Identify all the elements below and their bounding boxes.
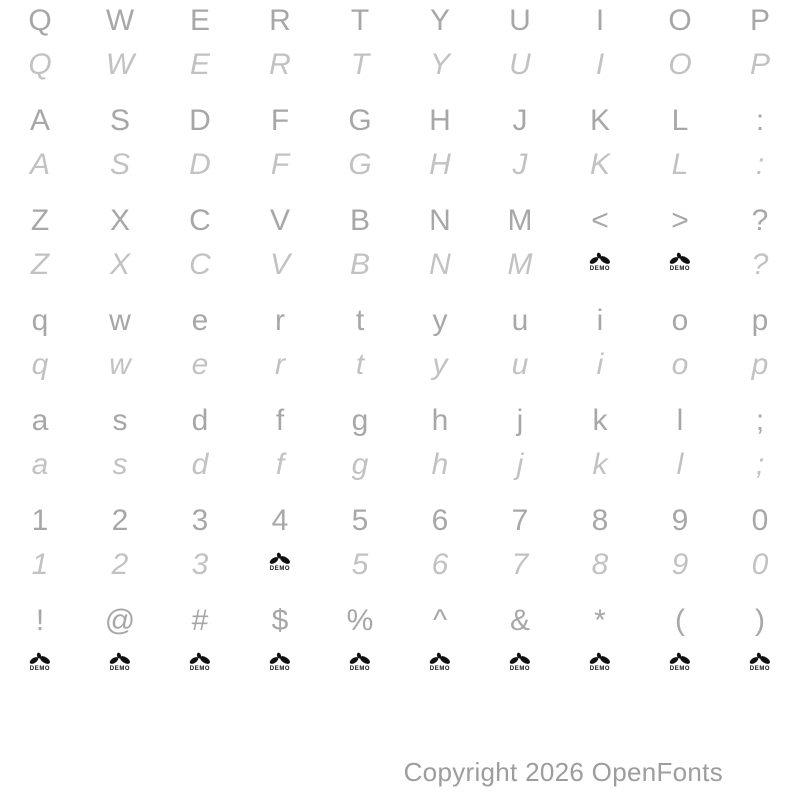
- demo-glyph-label: DEMO: [109, 666, 131, 672]
- glyph-cell: A: [29, 104, 50, 137]
- glyph-cell: K: [589, 104, 610, 137]
- glyph-cell: J: [512, 148, 528, 181]
- glyph-cell: w: [109, 304, 131, 337]
- demo-placeholder-glyph: [640, 642, 720, 708]
- glyph-cell: 9: [671, 548, 689, 581]
- demo-glyph-block: [349, 652, 371, 672]
- glyph-cell: u: [511, 304, 529, 337]
- glyph-cell: 4: [271, 504, 289, 537]
- demo-petals-icon: [189, 652, 211, 666]
- glyph-row-italic: [0, 342, 800, 400]
- glyph-cell: a: [31, 404, 49, 437]
- glyph-cell: M: [507, 248, 533, 281]
- demo-placeholder-glyph: [240, 542, 320, 608]
- glyph-cell: ;: [755, 404, 765, 437]
- glyph-cell: s: [112, 404, 128, 437]
- glyph-cell: y: [432, 304, 448, 337]
- glyph-row-regular: [0, 200, 800, 242]
- glyph-cell: V: [269, 248, 290, 281]
- demo-glyph-block: [189, 652, 211, 672]
- demo-glyph-label: DEMO: [29, 666, 51, 672]
- glyph-row-italic: [0, 442, 800, 500]
- glyph-cell: 6: [431, 548, 449, 581]
- glyph-cell: 1: [31, 548, 49, 581]
- glyph-cell: w: [109, 348, 131, 381]
- glyph-cell: W: [105, 48, 135, 81]
- demo-petals-icon: [669, 652, 691, 666]
- glyph-cell: F: [270, 104, 290, 137]
- demo-placeholder-glyph: [400, 642, 480, 708]
- demo-petals-icon: [349, 652, 371, 666]
- demo-placeholder-glyph: [0, 642, 80, 708]
- demo-glyph-label: DEMO: [669, 666, 691, 672]
- glyph-cell: e: [191, 304, 209, 337]
- glyph-cell: a: [31, 448, 49, 481]
- demo-petals-icon: [509, 652, 531, 666]
- glyph-cell: <: [591, 204, 609, 237]
- glyph-cell: q: [31, 348, 49, 381]
- glyph-cell: 0: [751, 548, 769, 581]
- glyph-cell: @: [104, 604, 136, 637]
- glyph-cell: ?: [751, 204, 769, 237]
- demo-glyph-block: [269, 552, 291, 572]
- glyph-cell: o: [671, 304, 689, 337]
- glyph-cell: K: [589, 148, 610, 181]
- glyph-cell: C: [189, 248, 211, 281]
- glyph-cell: S: [109, 148, 130, 181]
- glyph-row-regular: [0, 600, 800, 642]
- demo-glyph-label: DEMO: [429, 666, 451, 672]
- demo-placeholder-glyph: [320, 642, 400, 708]
- glyph-cell: l: [676, 448, 684, 481]
- demo-glyph-label: DEMO: [589, 266, 611, 272]
- glyph-cell: g: [351, 448, 369, 481]
- glyph-cell: e: [191, 348, 209, 381]
- glyph-cell: F: [270, 148, 290, 181]
- demo-glyph-label: DEMO: [749, 666, 771, 672]
- glyph-cell: u: [511, 348, 529, 381]
- glyph-row-regular: [0, 300, 800, 342]
- demo-glyph-label: DEMO: [269, 566, 291, 572]
- glyph-cell: Y: [429, 48, 450, 81]
- demo-glyph-block: [669, 652, 691, 672]
- glyph-cell: U: [509, 48, 531, 81]
- glyph-cell: L: [671, 104, 689, 137]
- glyph-row-italic: [0, 142, 800, 200]
- glyph-cell: j: [516, 448, 524, 481]
- glyph-row-regular: [0, 0, 800, 42]
- glyph-cell: i: [596, 304, 604, 337]
- glyph-cell: p: [751, 304, 769, 337]
- glyph-cell: 7: [511, 548, 529, 581]
- glyph-cell: R: [269, 4, 291, 37]
- demo-placeholder-glyph: [480, 642, 560, 708]
- demo-glyph-block: [109, 652, 131, 672]
- glyph-cell: O: [668, 4, 692, 37]
- glyph-cell: d: [191, 448, 209, 481]
- glyph-cell: B: [349, 204, 370, 237]
- glyph-cell: p: [751, 348, 769, 381]
- demo-petals-icon: [749, 652, 771, 666]
- glyph-cell: s: [112, 448, 128, 481]
- demo-glyph-block: [589, 652, 611, 672]
- glyph-row-regular: [0, 100, 800, 142]
- glyph-cell: j: [516, 404, 524, 437]
- demo-petals-icon: [269, 552, 291, 566]
- glyph-row-regular: [0, 500, 800, 542]
- glyph-cell: D: [189, 104, 211, 137]
- glyph-cell: f: [275, 448, 285, 481]
- glyph-cell: Z: [30, 204, 50, 237]
- glyph-cell: h: [431, 448, 449, 481]
- demo-glyph-label: DEMO: [669, 266, 691, 272]
- glyph-cell: L: [671, 148, 689, 181]
- demo-glyph-block: [509, 652, 531, 672]
- glyph-cell: !: [35, 604, 45, 637]
- glyph-cell: 6: [431, 504, 449, 537]
- demo-glyph-block: [669, 252, 691, 272]
- glyph-cell: M: [507, 204, 533, 237]
- glyph-cell: i: [596, 348, 604, 381]
- glyph-cell: G: [348, 104, 372, 137]
- demo-petals-icon: [589, 652, 611, 666]
- demo-petals-icon: [589, 252, 611, 266]
- glyph-cell: C: [189, 204, 211, 237]
- glyph-cell: S: [109, 104, 130, 137]
- copyright-text: Copyright 2026 OpenFonts: [403, 757, 723, 787]
- glyph-cell: t: [355, 304, 365, 337]
- glyph-cell: D: [189, 148, 211, 181]
- glyph-cell: 8: [591, 504, 609, 537]
- glyph-cell: (: [675, 604, 685, 637]
- glyph-cell: 2: [111, 504, 129, 537]
- demo-petals-icon: [269, 652, 291, 666]
- demo-placeholder-glyph: [560, 642, 640, 708]
- glyph-cell: H: [429, 104, 451, 137]
- glyph-cell: O: [668, 48, 692, 81]
- glyph-cell: R: [269, 48, 291, 81]
- demo-placeholder-glyph: [240, 642, 320, 708]
- glyph-cell: A: [29, 148, 50, 181]
- glyph-cell: G: [348, 148, 372, 181]
- glyph-cell: T: [350, 48, 370, 81]
- glyph-cell: %: [346, 604, 374, 637]
- demo-petals-icon: [669, 252, 691, 266]
- glyph-cell: E: [189, 48, 210, 81]
- glyph-row-italic: [0, 642, 800, 700]
- glyph-cell: *: [594, 604, 606, 637]
- glyph-cell: J: [512, 104, 528, 137]
- glyph-cell: f: [275, 404, 285, 437]
- glyph-cell: #: [191, 604, 209, 637]
- glyph-cell: P: [749, 48, 770, 81]
- glyph-cell: V: [269, 204, 290, 237]
- glyph-cell: Q: [28, 4, 52, 37]
- glyph-cell: H: [429, 148, 451, 181]
- glyph-cell: q: [31, 304, 49, 337]
- glyph-row-italic: [0, 542, 800, 600]
- glyph-cell: 3: [191, 504, 209, 537]
- glyph-cell: h: [431, 404, 449, 437]
- glyph-cell: B: [349, 248, 370, 281]
- glyph-cell: r: [275, 304, 285, 337]
- glyph-cell: k: [592, 404, 608, 437]
- glyph-cell: r: [275, 348, 285, 381]
- demo-petals-icon: [429, 652, 451, 666]
- demo-glyph-block: [589, 252, 611, 272]
- glyph-cell: 7: [511, 504, 529, 537]
- glyph-cell: I: [595, 4, 605, 37]
- demo-glyph-label: DEMO: [509, 666, 531, 672]
- glyph-cell: X: [109, 248, 130, 281]
- glyph-cell: T: [350, 4, 370, 37]
- demo-glyph-label: DEMO: [189, 666, 211, 672]
- glyph-cell: X: [109, 204, 130, 237]
- glyph-cell: E: [189, 4, 210, 37]
- glyph-cell: &: [509, 604, 530, 637]
- glyph-row-italic: [0, 242, 800, 300]
- glyph-cell: :: [755, 148, 765, 181]
- glyph-cell: Q: [28, 48, 52, 81]
- glyph-cell: 9: [671, 504, 689, 537]
- demo-glyph-block: [269, 652, 291, 672]
- glyph-cell: 0: [751, 504, 769, 537]
- glyph-cell: W: [105, 4, 135, 37]
- demo-glyph-label: DEMO: [349, 666, 371, 672]
- glyph-cell: ?: [751, 248, 769, 281]
- glyph-cell: 5: [351, 504, 369, 537]
- glyph-cell: 5: [351, 548, 369, 581]
- glyph-cell: U: [509, 4, 531, 37]
- demo-glyph-label: DEMO: [269, 666, 291, 672]
- demo-placeholder-glyph: [560, 242, 640, 308]
- glyph-cell: P: [749, 4, 770, 37]
- glyph-cell: t: [355, 348, 365, 381]
- glyph-cell: l: [676, 404, 684, 437]
- glyph-cell: N: [429, 248, 451, 281]
- glyph-cell: $: [271, 604, 289, 637]
- glyph-cell: 1: [31, 504, 49, 537]
- glyph-row-regular: [0, 400, 800, 442]
- demo-petals-icon: [109, 652, 131, 666]
- glyph-row-italic: [0, 42, 800, 100]
- demo-glyph-block: [429, 652, 451, 672]
- demo-placeholder-glyph: [160, 642, 240, 708]
- glyph-cell: :: [755, 104, 765, 137]
- demo-placeholder-glyph: [640, 242, 720, 308]
- demo-petals-icon: [29, 652, 51, 666]
- demo-placeholder-glyph: [80, 642, 160, 708]
- glyph-cell: ^: [432, 604, 448, 637]
- glyph-cell: Y: [429, 4, 450, 37]
- glyph-cell: ): [755, 604, 765, 637]
- demo-glyph-block: [29, 652, 51, 672]
- demo-glyph-label: DEMO: [589, 666, 611, 672]
- glyph-cell: y: [432, 348, 448, 381]
- demo-placeholder-glyph: [720, 642, 800, 708]
- glyph-cell: o: [671, 348, 689, 381]
- glyph-cell: Z: [30, 248, 50, 281]
- glyph-cell: 2: [111, 548, 129, 581]
- glyph-cell: N: [429, 204, 451, 237]
- glyph-cell: d: [191, 404, 209, 437]
- demo-glyph-block: [749, 652, 771, 672]
- glyph-cell: g: [351, 404, 369, 437]
- glyph-cell: 8: [591, 548, 609, 581]
- glyph-cell: k: [592, 448, 608, 481]
- glyph-cell: I: [595, 48, 605, 81]
- glyph-cell: 3: [191, 548, 209, 581]
- glyph-cell: ;: [755, 448, 765, 481]
- glyph-cell: >: [671, 204, 689, 237]
